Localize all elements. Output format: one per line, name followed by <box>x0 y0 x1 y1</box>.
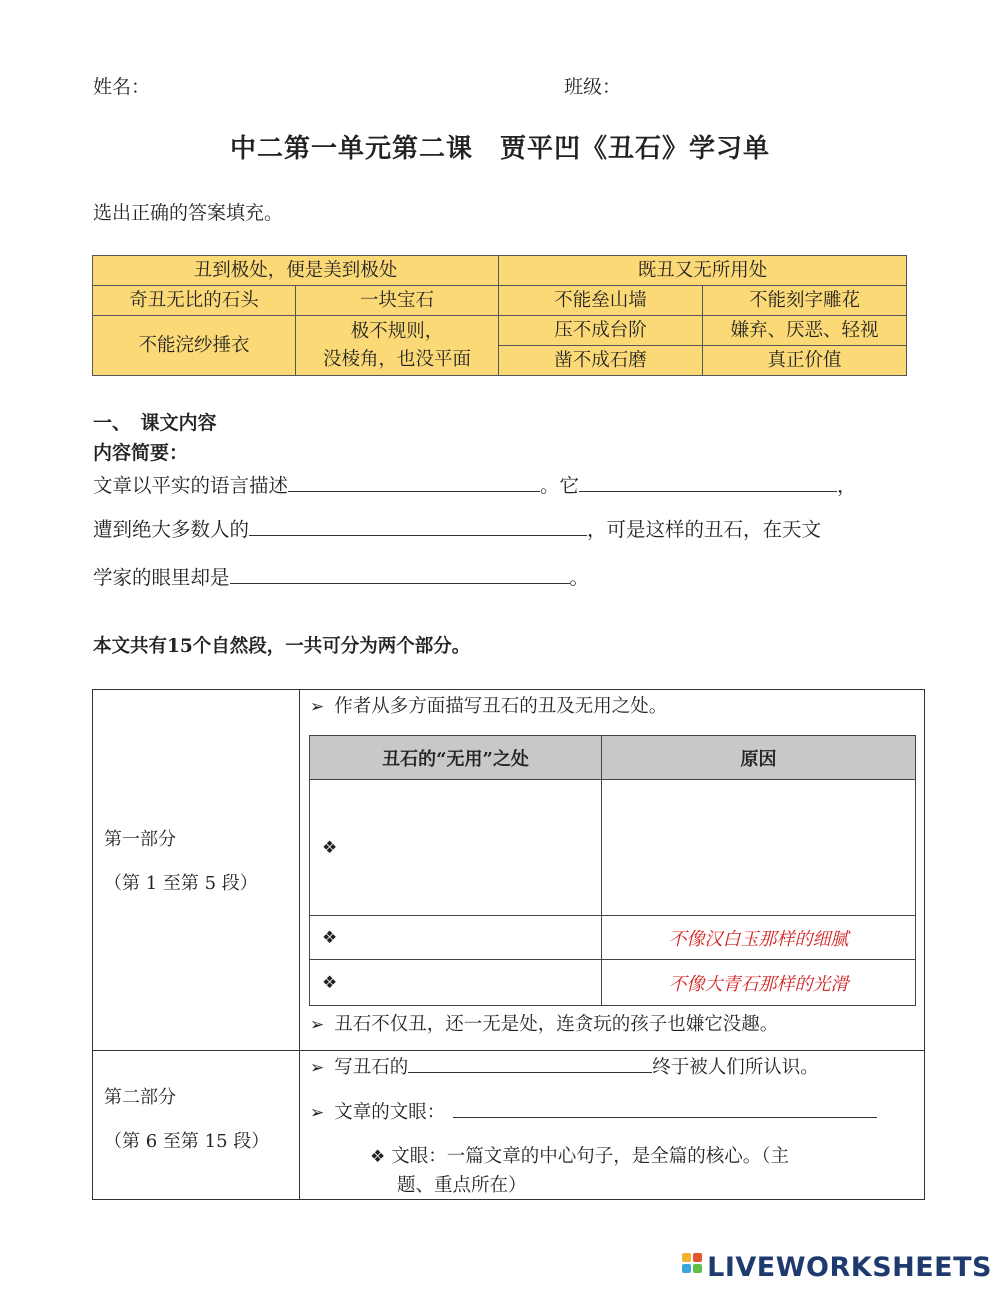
answer-bank <box>92 255 907 376</box>
part2-text: 终于被人们所认识。 <box>652 1057 819 1078</box>
summary-line-3 <box>93 562 589 590</box>
useless-cell[interactable] <box>310 916 602 960</box>
part2-note-1 <box>370 1142 789 1168</box>
useless-cell[interactable] <box>310 780 602 916</box>
part1-label: 第一部分 <box>104 829 176 850</box>
page-title: 中二第一单元第二课 贾平凹《丑石》学习单 <box>229 134 770 164</box>
section-heading: 一、 课文内容 <box>93 412 217 434</box>
fill-blank-2[interactable] <box>579 490 837 492</box>
structure-divider <box>299 689 300 1200</box>
summary-label: 内容简要： <box>93 442 189 464</box>
arrow-icon: ➢ <box>310 1015 325 1035</box>
part2-label: 第二部分 <box>104 1087 176 1108</box>
bank-group1-title: 丑到极处，便是美到极处 <box>93 256 499 286</box>
diamond-icon: ❖ <box>322 973 338 993</box>
arrow-icon: ➢ <box>310 1103 325 1123</box>
bank-item[interactable]: 奇丑无比的石头 <box>93 286 296 316</box>
instruction: 选出正确的答案填充。 <box>93 202 284 224</box>
reason-cell: 不像大青石那样的光滑 <box>602 960 916 1006</box>
diamond-icon: ❖ <box>322 928 338 948</box>
arrow-icon: ➢ <box>310 1058 325 1078</box>
fill-blank-1[interactable] <box>288 490 540 492</box>
part2-line2 <box>310 1098 877 1124</box>
part1-outro <box>310 1010 778 1036</box>
arrow-icon: ➢ <box>310 697 325 717</box>
brand-text: LIVEWORKSHEETS <box>707 1252 992 1283</box>
diamond-icon: ❖ <box>322 838 338 858</box>
fill-blank-6[interactable] <box>453 1116 877 1118</box>
bank-item[interactable]: 一块宝石 <box>296 286 499 316</box>
part2-range: （第 6 至第 15 段） <box>104 1131 270 1152</box>
structure-row-divider <box>92 1050 925 1051</box>
fill-blank-4[interactable] <box>230 582 570 584</box>
summary-text: 学家的眼里却是 <box>93 566 230 589</box>
liveworksheets-brand[interactable] <box>682 1252 992 1283</box>
bank-item[interactable]: 真正价值 <box>703 346 907 376</box>
summary-line-2 <box>93 514 821 542</box>
name-label: 姓名： <box>93 76 151 98</box>
col-useless-header: 丑石的“无用”之处 <box>310 736 602 780</box>
fill-blank-3[interactable] <box>249 534 587 536</box>
bank-item[interactable]: 不能浣纱捶衣 <box>93 316 296 376</box>
useless-cell[interactable] <box>310 960 602 1006</box>
bank-group2-title: 既丑又无所用处 <box>499 256 907 286</box>
part2-text: 写丑石的 <box>334 1057 409 1078</box>
summary-text: 。 <box>569 566 590 589</box>
summary-text: 。它 <box>540 474 580 497</box>
bank-item[interactable]: 压不成台阶 <box>499 316 703 346</box>
summary-text: 文章以平实的语言描述 <box>93 474 289 497</box>
part2-note-text: 文眼：一篇文章的中心句子，是全篇的核心。（主 <box>391 1146 790 1167</box>
useless-table <box>309 735 916 1006</box>
reason-cell: 不像汉白玉那样的细腻 <box>602 916 916 960</box>
part1-range: （第 1 至第 5 段） <box>104 873 258 894</box>
fill-blank-5[interactable] <box>408 1071 652 1073</box>
class-label: 班级： <box>564 76 622 98</box>
summary-line-1 <box>93 470 857 498</box>
col-reason-header: 原因 <box>602 736 916 780</box>
diamond-icon: ❖ <box>370 1147 386 1167</box>
liveworksheets-logo-icon <box>682 1253 704 1279</box>
bank-item-line: 没棱角，也没平面 <box>323 348 472 370</box>
bank-item[interactable]: 嫌弃、厌恶、轻视 <box>703 316 907 346</box>
part1-intro <box>310 692 667 718</box>
summary-text: 遭到绝大多数人的 <box>93 518 250 541</box>
part2-note-2: 题、重点所在） <box>397 1175 527 1196</box>
reason-cell[interactable] <box>602 780 916 916</box>
bank-item-line: 极不规则， <box>350 320 444 342</box>
bank-item[interactable]: 不能刻字雕花 <box>703 286 907 316</box>
part2-text: 文章的文眼： <box>334 1102 446 1123</box>
part1-outro-text: 丑石不仅丑，还一无是处，连贪玩的孩子也嫌它没趣。 <box>334 1014 779 1035</box>
part2-line1 <box>310 1053 819 1079</box>
bank-item-multiline[interactable] <box>296 316 499 376</box>
bank-item[interactable]: 凿不成石磨 <box>499 346 703 376</box>
bank-item[interactable]: 不能垒山墙 <box>499 286 703 316</box>
part1-intro-text: 作者从多方面描写丑石的丑及无用之处。 <box>334 696 668 717</box>
summary-text: ， <box>837 474 857 497</box>
summary-text: ，可是这样的丑石，在天文 <box>587 518 822 541</box>
paragraph-note: 本文共有15个自然段，一共可分为两个部分。 <box>93 636 471 657</box>
